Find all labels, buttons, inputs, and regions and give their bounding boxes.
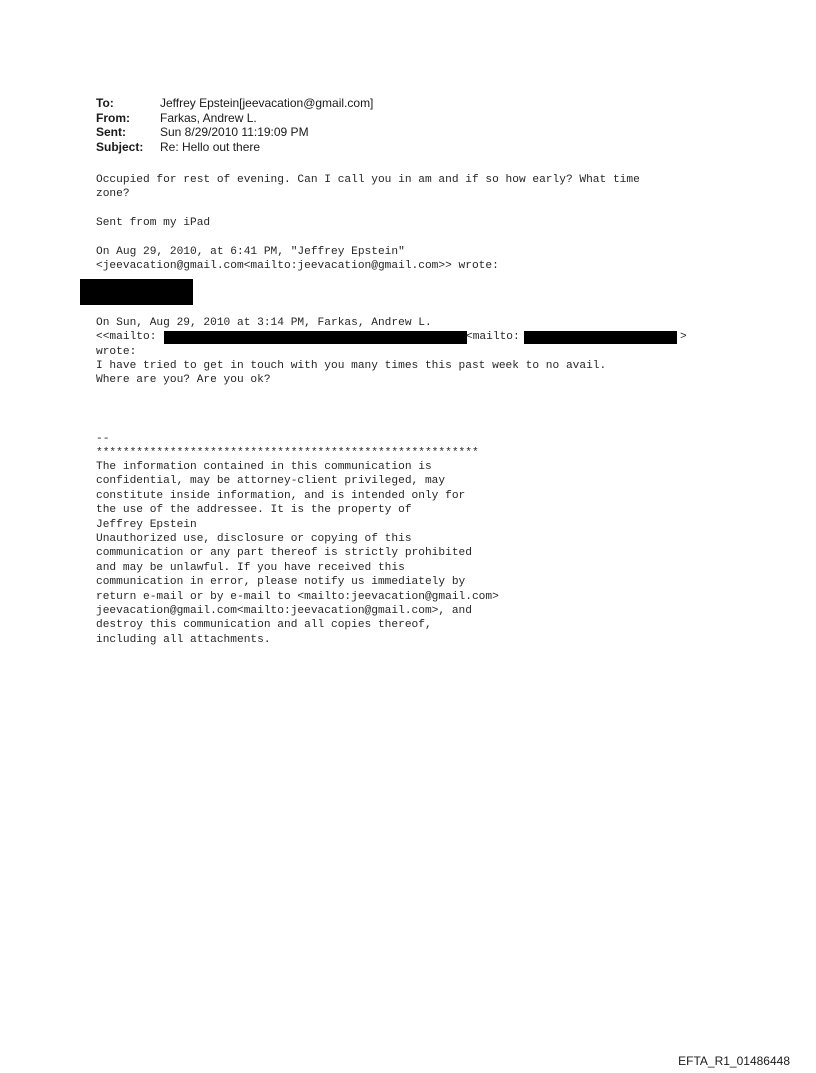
redaction-block xyxy=(524,331,677,344)
nested-intro-line-1: On Sun, Aug 29, 2010 at 3:14 PM, Farkas, Andrew L. xyxy=(96,317,432,329)
from-value: Farkas, Andrew L. xyxy=(160,110,257,125)
sent-label: Sent: xyxy=(96,125,126,139)
nested-message: I have tried to get in touch with you many times this past week to no avail. Where are you? Are you ok? xyxy=(96,360,607,387)
disclaimer-separator: -- xyxy=(96,433,110,445)
subject-value: Re: Hello out there xyxy=(160,139,261,154)
to-value: Jeffrey Epstein[jeevacation@gmail.com] xyxy=(160,96,374,110)
to-row xyxy=(96,96,373,111)
redaction-block xyxy=(164,331,467,344)
subject-label: Subject: xyxy=(96,139,144,154)
disclaimer-stars: ********************************************************* xyxy=(96,447,479,459)
redaction-block xyxy=(80,279,193,305)
to-label: To: xyxy=(96,96,114,110)
nested-mailto-mid: <mailto: xyxy=(466,331,520,343)
nested-intro-line-3: wrote: xyxy=(96,346,137,358)
email-header xyxy=(96,96,373,154)
from-row xyxy=(96,111,373,126)
nested-mailto-prefix: <<mailto: xyxy=(96,331,157,343)
from-label: From: xyxy=(96,110,130,125)
sent-value: Sun 8/29/2010 11:19:09 PM xyxy=(160,125,309,139)
nested-mailto-end: > xyxy=(680,331,687,343)
reply-text: Occupied for rest of evening. Can I call you in am and if so how early? What time zone? xyxy=(96,174,640,201)
signature: Sent from my iPad xyxy=(96,217,211,229)
quote-intro: On Aug 29, 2010, at 6:41 PM, "Jeffrey Epstein" <jeevacation@gmail.com<mailto:jeevacation@gmail.com>> wrote: xyxy=(96,246,499,273)
subject-row xyxy=(96,140,373,155)
sent-row xyxy=(96,125,373,140)
document-id: EFTA_R1_01486448 xyxy=(678,1054,790,1068)
disclaimer-text: The information contained in this communication is confidential, may be attorney-client privileged, may constitute inside information, and is intended only for the use of the addressee. It is the property of Jeffrey Epstein Unauthorized use, disclosure or copying of this communication or any part thereof is strictly prohibited and may be unlawful. If you have received this communication in error, please notify us immediately by return e-mail or by e-mail to <mailto:jeevacation@gmail.com> jeevacation@gmail.com<mailto:jeevacation@gmail.com>, and destroy this communication and all copies thereof, including all attachments. xyxy=(96,461,499,646)
